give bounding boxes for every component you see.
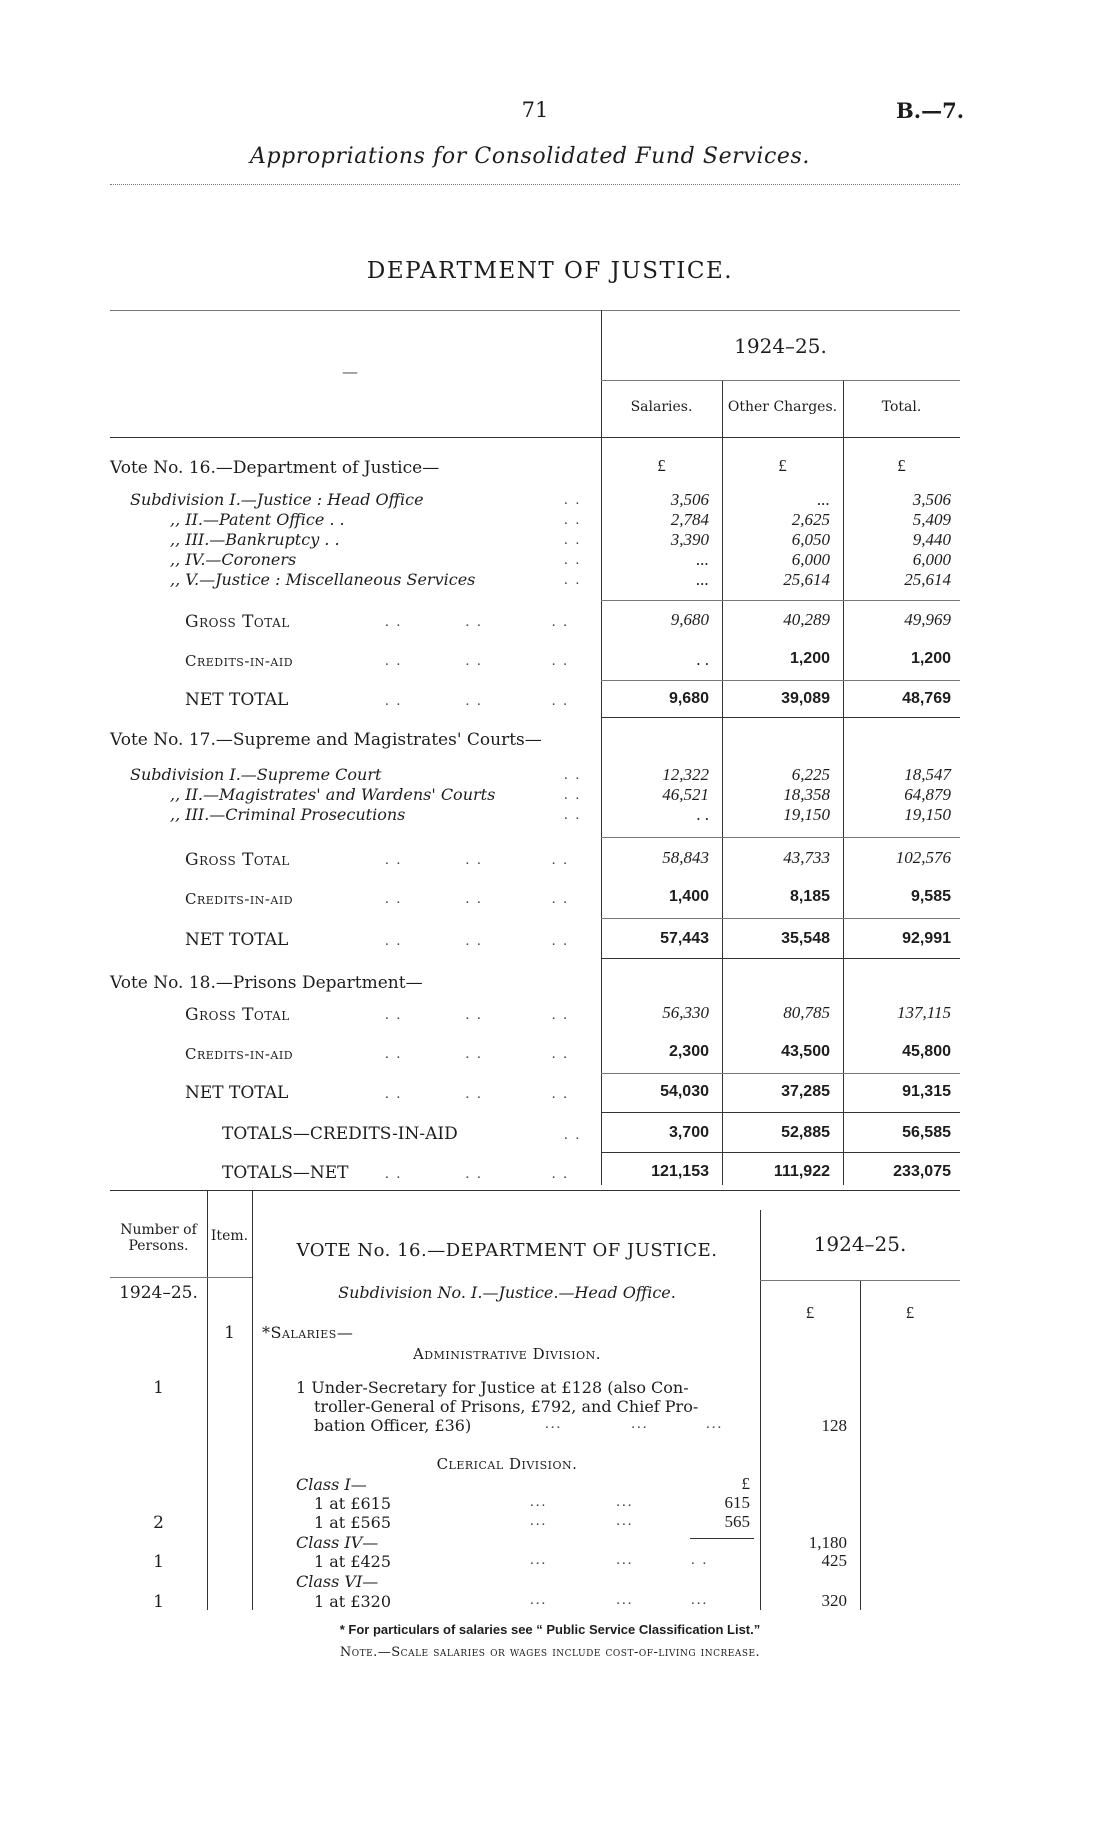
row-leader: . . <box>564 512 582 528</box>
row-label: Credits-in-aid <box>185 890 294 908</box>
table1-bottom-rule <box>110 1190 960 1191</box>
class-1-heading: Class I— <box>296 1475 367 1494</box>
row-total: 56,585 <box>902 1124 951 1141</box>
under-secretary-amount: 128 <box>821 1416 847 1435</box>
row-other: 52,885 <box>781 1124 830 1141</box>
row-leader: . . <box>564 807 582 823</box>
vote17-net-rule <box>601 958 960 959</box>
row-salaries: 58,843 <box>662 848 709 867</box>
row-label: TOTALS—NET <box>222 1163 349 1183</box>
row-salaries: 46,521 <box>662 785 709 804</box>
row-total: 25,614 <box>904 570 951 589</box>
row-total: 9,440 <box>912 530 951 549</box>
class-1-line-b-amount: 565 <box>724 1512 750 1531</box>
row-salaries: 12,322 <box>662 765 709 784</box>
row-salaries: 2,784 <box>670 510 709 529</box>
row-total: 45,800 <box>902 1043 951 1060</box>
vote18-title: Vote No. 18.—Prisons Department— <box>110 973 423 993</box>
row-leader: . . <box>564 492 582 508</box>
class-1-line-a: 1 at £615 <box>314 1494 392 1513</box>
row-label: ,, II.—Magistrates' and Wardens' Courts <box>170 785 496 804</box>
table2-year-col: 1924–25. <box>119 1283 198 1303</box>
class-6-count: 1 <box>153 1592 164 1612</box>
class-1-line-b-count: 2 <box>153 1513 164 1533</box>
vote18-net-rule <box>601 1112 960 1113</box>
row-label: Subdivision I.—Justice : Head Office <box>130 490 424 509</box>
row-leader: . . . . . . <box>385 614 569 630</box>
row-salaries: 1,400 <box>668 888 709 905</box>
col-header-number-of-persons: Number of Persons. <box>120 1222 197 1254</box>
row-label: ,, II.—Patent Office . . <box>170 510 345 529</box>
row-leader: . . . . . . <box>385 933 569 949</box>
row-leader: . . . . . . <box>385 852 569 868</box>
row-label: ,, III.—Bankruptcy . . <box>170 530 340 549</box>
row-leader: . . . . . . <box>385 1166 569 1182</box>
row-total: 64,879 <box>904 785 951 804</box>
row-salaries: . . <box>696 650 709 669</box>
table2-admin-division: Administrative Division. <box>412 1345 602 1363</box>
row-leader: . . . . . . <box>385 1007 569 1023</box>
row-leader: ... ... . . <box>530 1552 709 1568</box>
row-salaries: 2,300 <box>668 1043 709 1060</box>
row-label: NET TOTAL <box>185 930 289 950</box>
row-leader: . . . . . . <box>385 653 569 669</box>
row-leader: . . . . . . <box>385 693 569 709</box>
row-label: Subdivision I.—Supreme Court <box>130 765 382 784</box>
row-leader: ... ... <box>530 1494 634 1510</box>
under-secretary-count: 1 <box>153 1378 164 1398</box>
pound-salaries: £ <box>657 456 666 475</box>
row-other: 80,785 <box>783 1003 830 1022</box>
row-salaries: 9,680 <box>668 690 709 707</box>
table1-top-rule <box>110 310 960 311</box>
row-total: 19,150 <box>904 805 951 824</box>
row-other: 111,922 <box>773 1163 830 1180</box>
class-1-pound: £ <box>741 1474 750 1493</box>
row-salaries: ... <box>696 570 709 589</box>
row-salaries: 54,030 <box>660 1083 709 1100</box>
row-salaries: 9,680 <box>670 610 709 629</box>
table2-clerical-division: Clerical Division. <box>436 1455 578 1473</box>
row-other: 2,625 <box>791 510 830 529</box>
table2-pound-2: £ <box>905 1303 915 1322</box>
row-salaries: 57,443 <box>660 930 709 947</box>
class-6-line-a: 1 at £320 <box>314 1592 392 1611</box>
row-salaries: 56,330 <box>662 1003 709 1022</box>
row-salaries: ... <box>696 550 709 569</box>
under-secretary-line2: troller-General of Prisons, £792, and Chief Pro- <box>314 1397 699 1416</box>
row-label: Gross Total <box>185 850 290 870</box>
row-other: ... <box>817 490 830 509</box>
row-other: 18,358 <box>783 785 830 804</box>
table2-item-number: 1 <box>224 1323 235 1343</box>
row-other: 35,548 <box>781 930 830 947</box>
row-label: Gross Total <box>185 612 290 632</box>
table2-col-divider-amount2 <box>860 1280 861 1610</box>
document-reference: B.—7. <box>896 98 964 123</box>
vote17-credits-rule <box>601 918 960 919</box>
class-1-sum-rule <box>690 1538 754 1539</box>
row-leader: . . <box>564 532 582 548</box>
row-label: TOTALS—CREDITS-IN-AID <box>222 1124 458 1144</box>
table2-year-right: 1924–25. <box>813 1232 907 1256</box>
class-4-amount: 425 <box>821 1551 847 1570</box>
row-other: 1,200 <box>789 650 830 667</box>
table1-stub-dash: — <box>342 362 358 381</box>
row-label: Credits-in-aid <box>185 1045 294 1063</box>
row-other: 6,050 <box>791 530 830 549</box>
row-label: ,, IV.—Coroners <box>170 550 297 569</box>
row-leader: . . <box>564 1127 582 1143</box>
row-salaries: 121,153 <box>651 1163 709 1180</box>
header-rule <box>110 184 960 185</box>
class-4-count: 1 <box>153 1552 164 1572</box>
table1-year: 1924–25. <box>734 334 827 358</box>
row-other: 25,614 <box>783 570 830 589</box>
row-other: 19,150 <box>783 805 830 824</box>
row-other: 40,289 <box>783 610 830 629</box>
row-label: Gross Total <box>185 1005 290 1025</box>
vote16-subtotal-rule <box>601 600 960 601</box>
row-leader: . . <box>564 767 582 783</box>
row-label: NET TOTAL <box>185 690 289 710</box>
table1-year-rule <box>601 380 960 381</box>
col-header-total: Total. <box>881 399 922 415</box>
class-1-line-b: 1 at £565 <box>314 1513 392 1532</box>
row-salaries: . . <box>696 805 709 824</box>
row-leader: . . <box>564 787 582 803</box>
section-title: DEPARTMENT OF JUSTICE. <box>366 258 734 284</box>
row-total: 91,315 <box>902 1083 951 1100</box>
row-other: 39,089 <box>781 690 830 707</box>
row-leader: . . . . . . <box>385 1046 569 1062</box>
table2-col-divider-number <box>207 1190 208 1610</box>
vote18-credits-rule <box>601 1073 960 1074</box>
class-1-total: 1,180 <box>808 1533 847 1552</box>
table2-year-rule <box>760 1280 960 1281</box>
vote16-title: Vote No. 16.—Department of Justice— <box>110 458 440 478</box>
row-salaries: 3,700 <box>668 1124 709 1141</box>
class-4-line-a: 1 at £425 <box>314 1552 392 1571</box>
table2-pound-1: £ <box>805 1303 815 1322</box>
row-label: Credits-in-aid <box>185 652 294 670</box>
table1-header-rule <box>110 437 960 438</box>
row-leader: ... ... ... <box>545 1416 724 1432</box>
col-header-other-charges: Other Charges. <box>727 399 838 415</box>
totals-credits-rule <box>601 1152 960 1153</box>
row-leader: ... ... ... <box>530 1592 709 1608</box>
row-label: ,, III.—Criminal Prosecutions <box>170 805 406 824</box>
row-other: 6,225 <box>791 765 830 784</box>
row-total: 1,200 <box>910 650 951 667</box>
footnote-salaries: * For particulars of salaries see “ Public Service Classification List.” <box>339 1622 761 1637</box>
under-secretary-line3: bation Officer, £36) <box>314 1416 472 1435</box>
row-total: 48,769 <box>902 690 951 707</box>
row-total: 92,991 <box>902 930 951 947</box>
row-leader: . . . . . . <box>385 1086 569 1102</box>
table2-subdivision: Subdivision No. I.—Justice.—Head Office. <box>338 1283 676 1302</box>
vote16-net-rule <box>601 717 960 718</box>
row-other: 43,733 <box>783 848 830 867</box>
class-6-amount: 320 <box>821 1591 847 1610</box>
vote17-subtotal-rule <box>601 837 960 838</box>
row-total: 137,115 <box>897 1003 951 1022</box>
pound-total: £ <box>897 456 906 475</box>
row-total: 102,576 <box>895 848 951 867</box>
row-other: 6,000 <box>791 550 830 569</box>
row-total: 9,585 <box>910 888 951 905</box>
table2-header-rule <box>110 1277 252 1278</box>
pound-other: £ <box>778 456 787 475</box>
table2-salaries-heading: *Salaries— <box>262 1323 354 1342</box>
row-salaries: 3,390 <box>670 530 709 549</box>
page-number: 71 <box>521 98 549 122</box>
row-total: 3,506 <box>912 490 951 509</box>
row-label: NET TOTAL <box>185 1083 289 1103</box>
class-6-heading: Class VI— <box>296 1572 379 1591</box>
vote16-credits-rule <box>601 680 960 681</box>
row-leader: ... ... <box>530 1513 634 1529</box>
class-4-heading: Class IV— <box>296 1533 379 1552</box>
row-total: 6,000 <box>912 550 951 569</box>
under-secretary-line1: 1 Under-Secretary for Justice at £128 (also Con- <box>296 1378 689 1397</box>
row-leader: . . <box>564 552 582 568</box>
row-leader: . . . . . . <box>385 891 569 907</box>
page-title: Appropriations for Consolidated Fund Services. <box>249 144 810 169</box>
row-total: 49,969 <box>904 610 951 629</box>
table2-col-divider-item <box>252 1190 253 1610</box>
col-header-salaries: Salaries. <box>630 399 693 415</box>
row-other: 8,185 <box>789 888 830 905</box>
footnote-note: Note.—Scale salaries or wages include cost-of-living increase. <box>339 1645 761 1660</box>
col-header-item: Item. <box>210 1228 249 1244</box>
row-other: 43,500 <box>781 1043 830 1060</box>
vote17-title: Vote No. 17.—Supreme and Magistrates' Courts— <box>110 730 542 750</box>
row-other: 37,285 <box>781 1083 830 1100</box>
row-salaries: 3,506 <box>670 490 709 509</box>
row-leader: . . <box>564 572 582 588</box>
row-total: 233,075 <box>893 1163 951 1180</box>
row-label: ,, V.—Justice : Miscellaneous Services <box>170 570 476 589</box>
class-1-line-a-amount: 615 <box>724 1493 750 1512</box>
row-total: 5,409 <box>912 510 951 529</box>
table2-vote-title: VOTE No. 16.—DEPARTMENT OF JUSTICE. <box>296 1240 718 1261</box>
row-total: 18,547 <box>904 765 951 784</box>
